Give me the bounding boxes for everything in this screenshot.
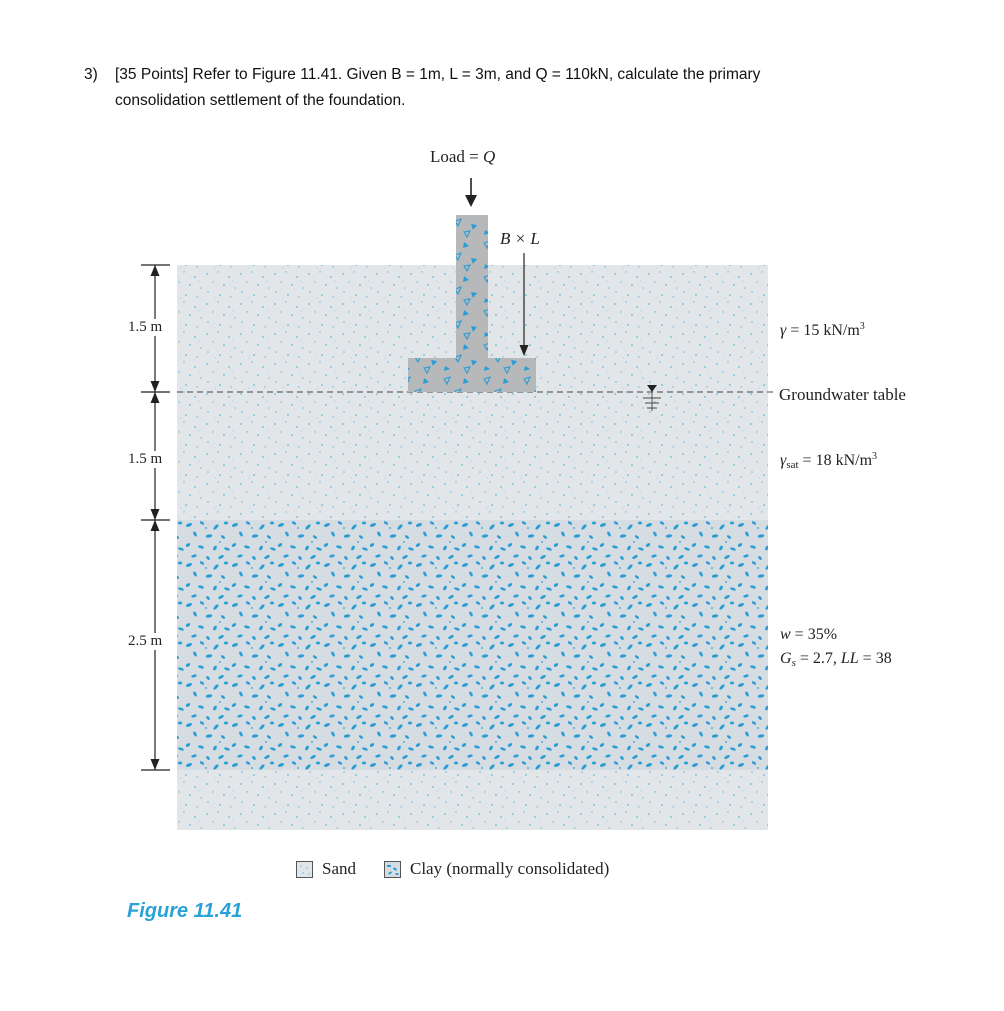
ll-value: = 38 xyxy=(858,650,892,667)
load-label xyxy=(430,147,495,167)
gamma-sat-value: = 18 kN/m xyxy=(798,452,873,469)
gamma-sat-subscript: sat xyxy=(786,459,799,471)
question-number: 3) xyxy=(84,66,98,83)
question-line-1: [35 Points] Refer to Figure 11.41. Given B = 1m, L = 3m, and Q = 110kN, calculate the primary xyxy=(115,66,761,83)
gamma-unit-exponent: 3 xyxy=(859,321,865,332)
ll-symbol: LL xyxy=(840,650,859,667)
legend-clay-swatch xyxy=(384,861,401,878)
dimension-label-clay: 2.5 m xyxy=(128,633,163,649)
gs-value: = 2.7, xyxy=(795,650,841,667)
gamma-sat-unit-exponent: 3 xyxy=(872,451,878,462)
legend-clay-label: Clay (normally consolidated) xyxy=(410,859,610,878)
dimension-label-sand-lower: 1.5 m xyxy=(128,451,163,467)
dimension-line xyxy=(141,265,170,770)
water-content-value: = 35% xyxy=(790,626,838,643)
gamma-label xyxy=(780,321,865,340)
gs-symbol: G xyxy=(780,650,792,667)
gamma-sat-symbol: γ xyxy=(780,452,787,469)
legend-sand-label: Sand xyxy=(322,859,356,878)
dimension-label-sand-upper: 1.5 m xyxy=(128,319,163,335)
question-line-2: consolidation settlement of the foundation. xyxy=(115,92,406,109)
groundwater-table-label: Groundwater table xyxy=(779,385,906,404)
load-arrow xyxy=(465,178,477,207)
load-label-text: Load = xyxy=(430,147,484,166)
gs-subscript: s xyxy=(791,657,796,669)
figure-caption: Figure 11.41 xyxy=(127,900,243,922)
gamma-symbol: γ xyxy=(780,322,787,339)
sand-layer-bottom xyxy=(177,770,768,830)
water-content-symbol: w xyxy=(780,626,791,643)
water-content-label xyxy=(780,626,837,644)
gamma-sat-label xyxy=(780,451,877,471)
clay-layer xyxy=(177,520,768,770)
footing-dimension-label: B × L xyxy=(500,229,540,248)
gamma-value: = 15 kN/m xyxy=(786,322,860,339)
gs-ll-label xyxy=(780,650,892,669)
legend-sand-swatch xyxy=(296,861,313,878)
load-symbol: Q xyxy=(483,147,496,166)
